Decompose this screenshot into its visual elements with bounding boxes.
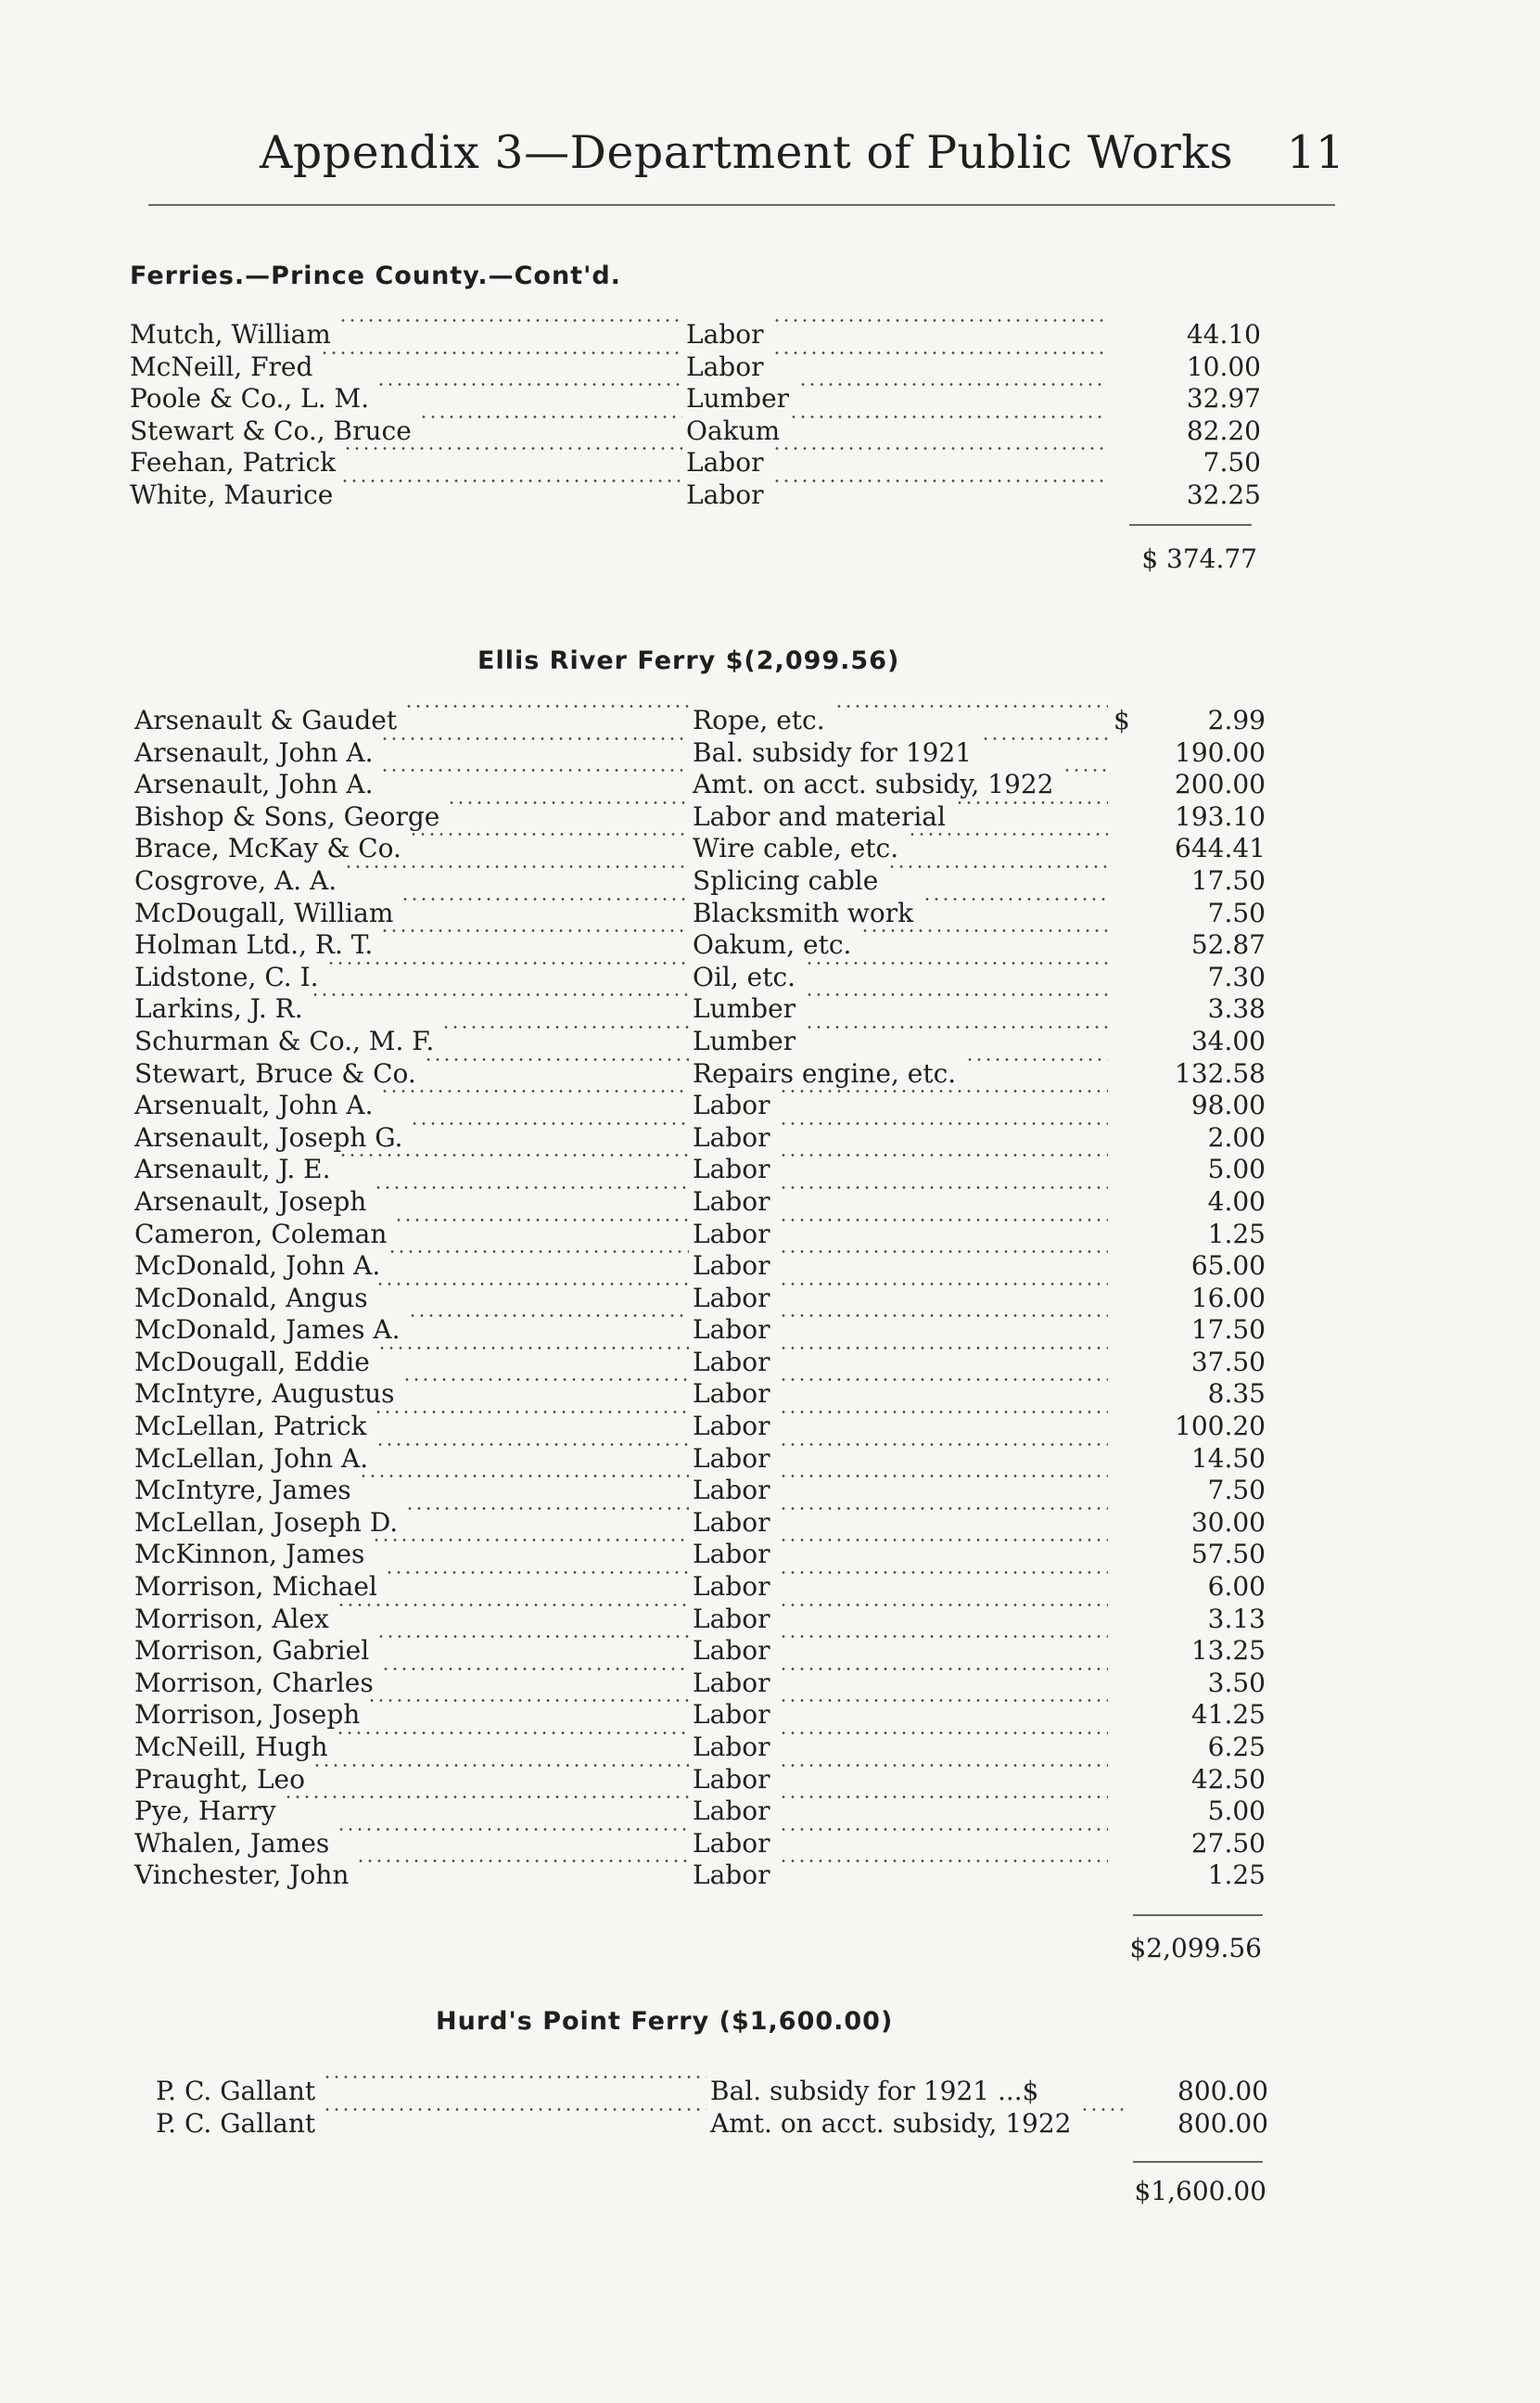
dot-leader [779, 1250, 1108, 1253]
dot-leader [340, 479, 682, 482]
payment-purpose: Labor [693, 1635, 770, 1667]
amount: 17.50 [1190, 864, 1266, 896]
payment-purpose: Labor [693, 1250, 770, 1282]
payee-name: Morrison, Michael [134, 1571, 377, 1603]
total-rule [1129, 524, 1252, 526]
payment-purpose: Labor [693, 1763, 770, 1795]
dot-leader [1080, 2108, 1129, 2111]
payment-purpose: Labor [693, 1346, 770, 1377]
ledger-row [130, 415, 1261, 448]
dot-leader [326, 962, 689, 965]
amount: 193.10 [1175, 800, 1266, 832]
payee-name: Schurman & Co., M. F. [134, 1025, 435, 1056]
payment-purpose: Amt. on acct. subsidy, 1922 [693, 769, 1054, 800]
ledger-row [130, 352, 1261, 384]
amount: 27.50 [1190, 1827, 1266, 1859]
dot-leader [772, 319, 1103, 322]
dot-leader [779, 1122, 1108, 1125]
payment-purpose: Labor [693, 1506, 770, 1538]
dot-leader [805, 993, 1108, 996]
dot-leader [380, 929, 689, 932]
payee-name: McDonald, John A. [134, 1250, 381, 1282]
dot-leader [923, 898, 1108, 901]
dot-leader [779, 1507, 1108, 1510]
payee-name: Larkins, J. R. [134, 993, 303, 1025]
dot-leader [410, 1122, 689, 1125]
dot-leader [772, 352, 1103, 354]
dot-leader [311, 993, 689, 996]
ledger-row [156, 2108, 1268, 2141]
payee-name: P. C. Gallant [156, 2076, 316, 2106]
dot-leader [337, 1604, 689, 1606]
dot-leader [337, 1828, 689, 1831]
payee-name: McLellan, John A. [134, 1442, 369, 1474]
ledger-row [134, 1732, 1266, 1764]
ledger-row [134, 1635, 1266, 1668]
dot-leader [779, 1475, 1108, 1477]
ledger-row [134, 705, 1266, 737]
dot-leader [338, 1154, 689, 1157]
payee-name: Arsenault & Gaudet [134, 705, 398, 735]
amount: 2.00 [1207, 1121, 1266, 1153]
payee-name: Bishop & Sons, George [134, 800, 440, 832]
dot-leader [375, 1443, 689, 1446]
amount: 1.25 [1207, 1860, 1266, 1891]
ledger-row [134, 1475, 1266, 1507]
dot-leader [779, 1411, 1108, 1413]
payment-purpose: Labor [693, 1699, 770, 1731]
header-rule [148, 204, 1335, 206]
dot-leader [779, 1090, 1108, 1093]
payee-name: McDonald, Angus [134, 1282, 368, 1313]
dot-leader [441, 1026, 689, 1029]
ledger-row [134, 1058, 1266, 1091]
dot-leader [779, 1443, 1108, 1446]
ledger-row [134, 1283, 1266, 1315]
payee-name: Feehan, Patrick [130, 447, 337, 479]
ledger-row [134, 1539, 1266, 1571]
ledger-row [134, 962, 1266, 994]
payment-purpose: Labor [693, 1314, 770, 1346]
dot-leader [376, 1635, 689, 1638]
amount: 4.00 [1207, 1185, 1266, 1217]
entry-list-prince-county [130, 319, 1261, 512]
dot-leader [779, 1604, 1108, 1606]
payment-purpose: Bal. subsidy for 1921 ...$ [710, 2076, 1039, 2106]
payment-purpose: Lumber [686, 383, 790, 415]
dot-leader [779, 1699, 1108, 1702]
dot-leader [401, 898, 689, 901]
dot-leader [374, 1186, 689, 1189]
payee-name: Praught, Leo [134, 1763, 305, 1795]
payment-purpose: Wire cable, etc. [693, 833, 899, 864]
payee-name: Holman Ltd., R. T. [134, 929, 374, 961]
payment-purpose: Labor [693, 1539, 770, 1570]
dot-leader [779, 1796, 1108, 1798]
amount: 37.50 [1190, 1346, 1266, 1377]
payment-purpose: Labor [693, 1603, 770, 1634]
payment-purpose: Labor [693, 1796, 770, 1827]
dot-leader [323, 2108, 706, 2111]
payee-name: Morrison, Joseph [134, 1699, 361, 1731]
payee-name: Arsenault, Joseph [134, 1185, 367, 1217]
dot-leader [805, 962, 1108, 965]
payment-purpose: Labor [693, 1185, 770, 1217]
ledger-row [134, 1347, 1266, 1379]
payment-purpose: Amt. on acct. subsidy, 1922 [710, 2107, 1072, 2139]
amount: 2.99 [1207, 705, 1266, 735]
section-heading-prince-county: Ferries.—Prince County.—Cont'd. [130, 262, 621, 290]
dot-leader [381, 1668, 689, 1670]
section-total: $ 374.77 [1141, 543, 1257, 574]
dot-leader [798, 383, 1103, 386]
dot-leader [374, 1411, 689, 1413]
payee-name: Cameron, Coleman [134, 1218, 388, 1249]
total-rule [1133, 1914, 1263, 1916]
payee-name: Stewart & Co., Bruce [130, 415, 412, 446]
amount: 17.50 [1190, 1314, 1266, 1346]
payment-purpose: Blacksmith work [693, 897, 914, 928]
page-title: Appendix 3—Department of Public Works [260, 126, 1234, 179]
amount: 800.00 [1177, 2107, 1268, 2139]
payment-purpose: Labor [693, 1154, 770, 1185]
dot-leader [367, 1699, 689, 1702]
dot-leader [779, 1186, 1108, 1189]
dot-leader [834, 705, 1108, 708]
payee-name: Pye, Harry [134, 1796, 276, 1827]
ledger-row [134, 898, 1266, 930]
amount: 100.20 [1175, 1411, 1266, 1442]
payee-name: Morrison, Gabriel [134, 1635, 370, 1667]
amount: 10.00 [1186, 351, 1261, 382]
payee-name: Vinchester, John [134, 1860, 350, 1891]
dot-leader [404, 705, 689, 708]
dot-leader [779, 1860, 1108, 1862]
payee-name: Brace, McKay & Co. [134, 833, 401, 864]
payment-purpose: Rope, etc. [693, 705, 825, 735]
page-number: 11 [1286, 126, 1344, 179]
payee-name: Morrison, Charles [134, 1667, 374, 1698]
amount: 6.25 [1207, 1732, 1266, 1762]
amount: 16.00 [1190, 1282, 1266, 1313]
ledger-row [134, 1796, 1266, 1828]
amount: 14.50 [1190, 1442, 1266, 1474]
payment-purpose: Lumber [693, 993, 796, 1025]
payee-name: McDougall, William [134, 897, 394, 928]
ledger-row [130, 319, 1261, 352]
dot-leader [779, 1539, 1108, 1541]
amount: 34.00 [1190, 1025, 1266, 1056]
ledger-row [134, 1314, 1266, 1347]
payee-name: Cosgrove, A. A. [134, 864, 337, 896]
dollar-sign: $ [1114, 705, 1130, 735]
ledger-row [134, 801, 1266, 834]
payee-name: Arsenault, John A. [134, 736, 374, 768]
payment-purpose: Repairs engine, etc. [693, 1057, 957, 1089]
dot-leader [779, 1378, 1108, 1381]
payee-name: Morrison, Alex [134, 1603, 329, 1634]
dot-leader [372, 1539, 689, 1541]
amount: 13.25 [1190, 1635, 1266, 1667]
ledger-row [134, 993, 1266, 1026]
payee-name: Arsenault, John A. [134, 769, 374, 800]
payee-name: McDougall, Eddie [134, 1346, 370, 1377]
dot-leader [356, 1860, 689, 1862]
dot-leader [779, 1314, 1108, 1317]
amount: 6.00 [1207, 1571, 1266, 1603]
ledger-row [134, 1507, 1266, 1540]
payee-name: White, Maurice [130, 479, 334, 510]
payee-name: Lidstone, C. I. [134, 961, 319, 992]
payment-purpose: Labor [693, 1732, 770, 1762]
ledger-row [134, 1668, 1266, 1700]
dot-leader [338, 319, 682, 322]
dot-leader [320, 352, 682, 354]
amount: 32.25 [1186, 479, 1261, 510]
payment-purpose: Labor [693, 1218, 770, 1249]
payee-name: McNeill, Fred [130, 351, 313, 382]
dot-leader [860, 929, 1108, 932]
total-rule [1133, 2161, 1263, 2163]
ledger-row [130, 447, 1261, 479]
section-heading-hurds-point: Hurd's Point Ferry ($1,600.00) [436, 2007, 894, 2036]
amount: 32.97 [1186, 383, 1261, 415]
amount: 7.30 [1207, 961, 1266, 992]
payment-purpose: Labor [693, 1667, 770, 1698]
ledger-row [134, 833, 1266, 865]
dot-leader [955, 801, 1108, 804]
amount: 644.41 [1175, 833, 1266, 864]
payment-purpose: Labor [693, 1571, 770, 1603]
amount: 7.50 [1203, 447, 1261, 479]
dot-leader [779, 1347, 1108, 1349]
amount: 44.10 [1186, 319, 1261, 350]
payee-name: Stewart, Bruce & Co. [134, 1057, 416, 1089]
ledger-row [134, 1604, 1266, 1636]
dot-leader [312, 1764, 689, 1767]
ledger-row [134, 929, 1266, 962]
amount: 1.25 [1207, 1218, 1266, 1249]
amount: 5.00 [1207, 1796, 1266, 1827]
dot-leader [359, 1475, 689, 1477]
payment-purpose: Bal. subsidy for 1921 [693, 736, 973, 768]
ledger-row [134, 865, 1266, 898]
ledger-row [134, 769, 1266, 801]
dot-leader [908, 833, 1108, 836]
dot-leader [409, 833, 689, 836]
amount: 30.00 [1190, 1506, 1266, 1538]
dot-leader [380, 737, 689, 740]
ledger-row [134, 1219, 1266, 1251]
dot-leader [779, 1571, 1108, 1574]
ledger-row [134, 1571, 1266, 1604]
ledger-row [134, 1026, 1266, 1058]
payee-name: Whalen, James [134, 1827, 330, 1859]
payment-purpose: Oakum [686, 415, 781, 446]
amount: 132.58 [1175, 1057, 1266, 1089]
section-total: $2,099.56 [1129, 1933, 1262, 1963]
payment-purpose: Labor [693, 1442, 770, 1474]
ledger-row [134, 737, 1266, 770]
payment-purpose: Oakum, etc. [693, 929, 852, 961]
dot-leader [380, 769, 689, 772]
dot-leader [447, 801, 689, 804]
dot-leader [388, 1250, 689, 1253]
payment-purpose: Labor [686, 351, 764, 382]
amount: 8.35 [1207, 1378, 1266, 1410]
amount: 57.50 [1190, 1539, 1266, 1570]
ledger-row [156, 2076, 1268, 2108]
dot-leader [779, 1668, 1108, 1670]
dot-leader [284, 1796, 689, 1798]
dot-leader [779, 1219, 1108, 1221]
dot-leader [779, 1828, 1108, 1831]
dot-leader [772, 479, 1103, 482]
payment-purpose: Labor [693, 1411, 770, 1442]
payee-name: Arsenault, J. E. [134, 1154, 331, 1185]
amount: 52.87 [1190, 929, 1266, 961]
ledger-row [134, 1828, 1266, 1860]
amount: 7.50 [1207, 1475, 1266, 1506]
ledger-row [134, 1443, 1266, 1476]
ledger-row [130, 479, 1261, 512]
amount: 98.00 [1190, 1090, 1266, 1121]
payee-name: McDonald, James A. [134, 1314, 401, 1346]
page-header [250, 126, 1344, 200]
payee-name: McLellan, Patrick [134, 1411, 367, 1442]
dot-leader [405, 1507, 689, 1510]
dot-leader [424, 1058, 689, 1061]
dot-leader [779, 1283, 1108, 1285]
dot-leader [376, 383, 682, 386]
dot-leader [419, 415, 682, 418]
dot-leader [344, 865, 689, 868]
payee-name: McNeill, Hugh [134, 1732, 328, 1762]
amount: 3.13 [1207, 1603, 1266, 1634]
payment-purpose: Lumber [693, 1025, 796, 1056]
section-heading-ellis-river: Ellis River Ferry $(2,099.56) [477, 646, 900, 675]
payment-purpose: Labor [693, 1827, 770, 1859]
amount: 41.25 [1190, 1699, 1266, 1731]
payment-purpose: Splicing cable [693, 864, 879, 896]
entry-list-hurds-point [156, 2076, 1268, 2140]
payment-purpose: Labor [693, 1378, 770, 1410]
payment-purpose: Labor [686, 319, 764, 350]
dot-leader [779, 1764, 1108, 1767]
ledger-row [134, 1090, 1266, 1122]
payment-purpose: Labor [693, 1475, 770, 1506]
payee-name: P. C. Gallant [156, 2107, 316, 2139]
ledger-row [134, 1250, 1266, 1283]
dot-leader [887, 865, 1108, 868]
payment-purpose: Labor [693, 1282, 770, 1313]
ledger-row [130, 383, 1261, 415]
payee-name: Mutch, William [130, 319, 331, 350]
dot-leader [965, 1058, 1108, 1061]
dot-leader [805, 1026, 1108, 1029]
ledger-row [134, 1699, 1266, 1732]
amount: 190.00 [1175, 736, 1266, 768]
dot-leader [380, 1090, 689, 1093]
payee-name: Arsenault, Joseph G. [134, 1121, 403, 1153]
ledger-row [134, 1411, 1266, 1443]
section-total: $1,600.00 [1134, 2176, 1266, 2206]
amount: 82.20 [1186, 415, 1261, 446]
dot-leader [336, 1732, 689, 1734]
entry-list-ellis-river [134, 705, 1266, 1892]
dot-leader [779, 1154, 1108, 1157]
dot-leader [375, 1283, 689, 1285]
amount: 7.50 [1207, 897, 1266, 928]
ledger-row [134, 1764, 1266, 1796]
dot-leader [377, 1347, 689, 1349]
amount: 200.00 [1175, 769, 1266, 800]
ledger-row [134, 1186, 1266, 1219]
dot-leader [402, 1378, 689, 1381]
dot-leader [394, 1219, 689, 1221]
dot-leader [323, 2076, 706, 2078]
ledger-row [134, 1378, 1266, 1411]
payment-purpose: Labor [693, 1121, 770, 1153]
dot-leader [343, 447, 682, 450]
payment-purpose: Labor [686, 479, 764, 510]
dot-leader [408, 1314, 689, 1317]
amount: 3.50 [1207, 1667, 1266, 1698]
payee-name: Arsenualt, John A. [134, 1090, 374, 1121]
payee-name: McLellan, Joseph D. [134, 1506, 399, 1538]
dot-leader [385, 1571, 689, 1574]
payee-name: McIntyre, James [134, 1475, 351, 1506]
dot-leader [1063, 769, 1108, 772]
payment-purpose: Labor [686, 447, 764, 479]
amount: 5.00 [1207, 1154, 1266, 1185]
payee-name: McKinnon, James [134, 1539, 365, 1570]
dot-leader [789, 415, 1103, 418]
payee-name: McIntyre, Augustus [134, 1378, 395, 1410]
payment-purpose: Labor [693, 1860, 770, 1891]
ledger-row [134, 1860, 1266, 1892]
payment-purpose: Labor and material [693, 800, 946, 832]
amount: 3.38 [1207, 993, 1266, 1025]
dot-leader [772, 447, 1103, 450]
payment-purpose: Labor [693, 1090, 770, 1121]
payment-purpose: Oil, etc. [693, 961, 796, 992]
dot-leader [981, 737, 1108, 740]
dot-leader [779, 1732, 1108, 1734]
amount: 65.00 [1190, 1250, 1266, 1282]
dot-leader [779, 1635, 1108, 1638]
amount: 42.50 [1190, 1763, 1266, 1795]
amount: 800.00 [1177, 2076, 1268, 2106]
payee-name: Poole & Co., L. M. [130, 383, 370, 415]
ledger-row [134, 1122, 1266, 1155]
ledger-row [134, 1154, 1266, 1186]
